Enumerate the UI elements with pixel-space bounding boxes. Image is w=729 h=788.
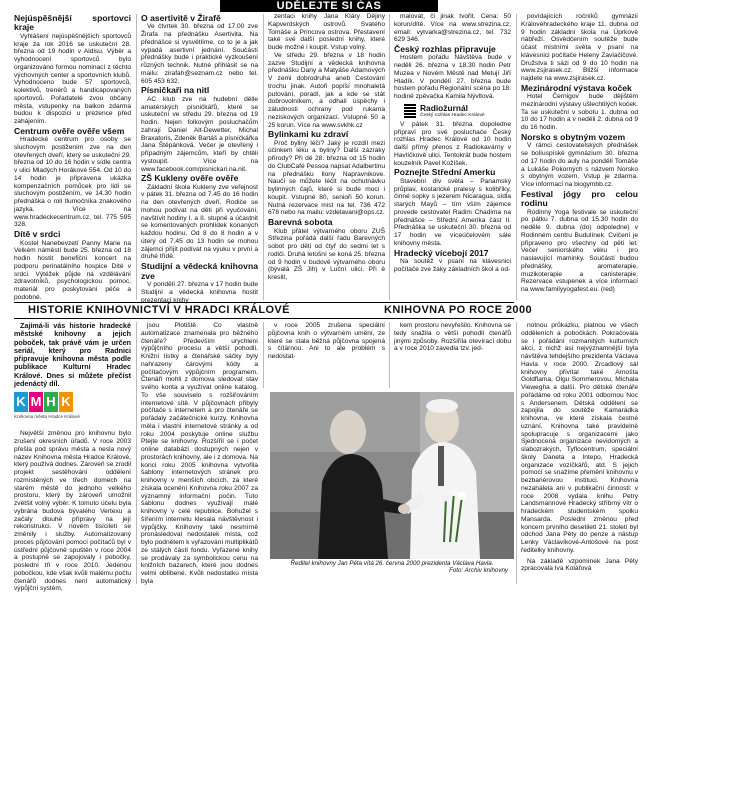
notice-heading: Barevná sobota bbox=[268, 217, 333, 228]
divider bbox=[516, 14, 517, 300]
headline-right: KNIHOVNA PO ROCE 2000 bbox=[384, 304, 532, 316]
top-banner: UDĚLEJTE SI ČAS bbox=[220, 0, 438, 12]
notice-paragraph: Kostel Nanebevzetí Panny Marie na Velkém náměstí bude 25. března od 18 hodin hostit benefiční koncert na podporu perinatálního hospice Dítě v srdci. Výtěžek půjde na vzdělávání zdravotníků, psychologickou pomoc, materiál pro poskytování péče a podobné. bbox=[14, 239, 131, 301]
article-paragraph: kem prostoru nevyřešilo. Knihovna se tedy snažila o větší pohodlí čtenářů jinými způsoby. Rozšířila otevírací dobu a v roce 2010 zavedla tzv. jed- bbox=[394, 322, 511, 353]
notice-heading: Český rozhlas připravuje bbox=[394, 44, 496, 54]
notice-paragraph: V pondělí 27. března v 17 hodin bude Studijní a vědecká knihovna hostit prezentaci knihy bbox=[141, 281, 258, 304]
article-column-1 bbox=[14, 321, 131, 593]
notice-paragraph: Ve středu 29. března v 18 hodin zazve Studijní a vědecká knihovna přednášku Dany a Matyáše Adamových V zemi dobrodruha aneb Cestování trochu jinak. Autoři popíší mnohaletá putování, poradí, jak a kde se stát dobrovolníkem, a odhalí úspěchy i záludnosti ochrany pod rukama neziskových organizací. Vstupné 50 a 25 korun. Více na www.svkhk.cz bbox=[268, 51, 385, 129]
article-paragraph: Největší změnou pro knihovnu bylo zrušení okresních úřadů. V roce 2003 přešla pod správu města a nesla nový název Knihovna města Hradce Králové, který používá dodnes. Zároveň se zrodil projekt sestěhování oddělení rozmístěných ve třech domech na starém městě do jednoho velkého prostoru, který by zároveň umožnil zvětšit volný výběr. K tomuto účelu byla vybrána budova bývalého Vertexu a začaly dlouhé přípravy na její rekonstrukci. V novém tisíciletí se změnily i služby. Automatizovaný proces půjčování pomocí počítačů byl v ústřední půjčovně spuštěn v roce 2004 a postupně se zapojovaly i pobočky, poslední tři v roce 2010. Jedenou pobočkou, kde však kvůli malému počtu čtenářů dodnes není automatický výpůjční systém, bbox=[14, 430, 131, 593]
notice-heading: Bylinkami ku zdraví bbox=[268, 129, 349, 140]
photo-credit: Foto: Archiv knihovny bbox=[449, 567, 508, 575]
library-logo bbox=[14, 392, 131, 424]
article-column-2 bbox=[141, 322, 258, 584]
logo-caption: Knihovna města Hradce Králové bbox=[14, 414, 80, 420]
notice-heading: Nejúspěšnější sportovci kraje bbox=[14, 13, 131, 33]
notice-paragraph: zentaci knihy Jana Kláry Dějiny Kapverdských ostrovů. Svatého Tomáše a Princova ostrova. Přestavení také své další poslední knihy, které bude možné i koupit. Vstup volný. bbox=[268, 13, 385, 51]
logo-letter: K bbox=[59, 392, 73, 412]
notice-paragraph: V pátek 31. března dopoledne připraví pro své posluchače Český rozhlas Hradec Králové od 10 hodin další přímý přenos z Radiokavárny v Havlíčkově ulici. Tentokrát bude hostem kouzelník Pavel Kožíšek. bbox=[394, 120, 511, 167]
divider bbox=[136, 322, 137, 584]
notice-paragraph: Hostem pořadu Návštěva bude v neděli 26. března v 18.30 hodin Petr Muzea v Novém Městě nad Metují Jiří Hladík. V pondělí 27. března bude hostem pořadu Regionální scéna po 18. hodině zpěvačka Kamila Nývltová. bbox=[394, 54, 511, 101]
article-column-4 bbox=[394, 322, 511, 388]
article-photo bbox=[270, 392, 514, 559]
article-paragraph: jsou Plotiště. Co vlastně automatizace znamenala pro běžného čtenáře? Především urychlení výpůjčního procesu a větší pohodlí. Knižní lístky a čtenářské sáčky byly nahrazeny čárovými kódy a počítačovým výpůjčním programem. Čtenáři mohli z domova sledovat stav svého konta a využívat online katalog. To vše souviselo s rozšiřováním internetové sítě. V půjčovnách přibyly počítače s internetem a pro čtenáře se pořádaly začátečnické kurzy. Knihovna měla i vlastní internetové stránky a od roku 2004 poskytuje online službu Ptejte se knihovny. Rozšířil se i počet online databází dostupných nejen v prostorách knihovny, ale i z domova. Na konci roku 2005 knihovna vytvořila šablony internetových stránek pro knihovny v menších obcích, za které získala ocenění Knihovna roku 2007 za významný informační počin. Tuto šablonu dodnes využívají malé knihovny v celé republice. Bohužel s šířením internetu klesala návštěvnost i výpůjčky. Knihovny také nesmírně pronásledoval nedostatek místa, což bylo podnětem k vyřazování multiplikátů ze stálých částí fondu. Vyřazené knihy se prodávaly za symbolickou cenu na knižních bazarech, které jsou dodnes velmi oblíbené. Kvůli nedostatku místa byla bbox=[141, 322, 258, 585]
notice-heading: Písničkaři na nitl bbox=[141, 85, 210, 96]
notice-heading: Festival jógy pro celou rodinu bbox=[521, 188, 638, 209]
notice-paragraph: Ve čtvrtek 30. března od 17.00 zve Žirafa na přednášku Asertivita. Na přednášce si vysvětlíme, co to je a jak vypadá asertivní jednání. Součástí přednášky bude i praktické vyzkoušení různých technik. Nutné přihlásit se na mailu: zirafah@seznam.cz nebo tel. 605 453 632. bbox=[141, 23, 258, 85]
radio-logo-icon bbox=[404, 104, 416, 118]
notice-heading: Mezinárodní výstava koček bbox=[521, 82, 632, 93]
article-paragraph: v roce 2005 zrušena speciální půjčovna knih o výtvarném umění, ze které se stala běžná půjčovna spojená s čítárnou. Ani to ale problém s nedostat- bbox=[268, 322, 385, 360]
logo-letter: M bbox=[29, 392, 43, 412]
notice-heading: ZŠ Kukleny ověře ověře bbox=[141, 173, 239, 184]
notice-heading: Poznejte Střední Amerku bbox=[394, 167, 496, 178]
photo-caption bbox=[270, 560, 514, 575]
notice-paragraph: malovat, či jinak tvořit. Cena: 50 korun/dítě. Více na www.strezina.cz, email: vytvarka@strezina.cz, tel. 732 629 346. bbox=[394, 13, 511, 44]
notice-paragraph: Základní škola Kukleny zve veřejnost v pátek 31. března od 7.45 do 16 hodin na den otevřených dveří. Rodiče se mohou podívat na děti při vyučování, navštívit hodiny I. a II. stupně a účastnit se komentovaných prohlídek konaných každou hodinu. Od 8 do 8 hodin a v úterý od 7.45 do 13 hodin se mohou zájemci přijít podívat na výuku v první a druhé třídě. bbox=[141, 183, 258, 261]
column-2 bbox=[141, 13, 258, 304]
notice-heading: Dítě v srdci bbox=[14, 229, 61, 240]
notice-paragraph: povídajících ročníků gymnázií Královéhradeckého kraje 11. dubna od 9 hodin základní škola na Úprkově nábřeží. Osvědčením soutěže bude účast místními světa v psaní na klávesnici počítače Heleny Zaviačičové. Družstva ti sázi od 9 do 10 hodin na www.zsjirasek.cz. Bližší informace najdete na www.zsjirasek.cz. bbox=[521, 13, 638, 82]
photo-caption-text: Ředitel knihovny Jan Pěta vítá 26. června 2000 prezidenta Václava Havla. bbox=[290, 560, 494, 567]
divider bbox=[516, 322, 517, 584]
divider bbox=[389, 322, 390, 388]
radiozurnal-logo bbox=[404, 103, 511, 119]
notice-paragraph: Stavební dív světa – Panamský průplav, kostarické pralesy s kolibříky, činné sopky s jezerem Nicaragua, sídla starých Mayů – tím vším zájemce provede cestovatel Radim Chadima na přednášce – Střední Amerika část II. Přednáška se uskuteční 30. března od 17 hodin ve víceúčelovém sále knihovny města. bbox=[394, 177, 511, 247]
column-1 bbox=[14, 13, 131, 301]
divider bbox=[263, 14, 264, 300]
divider bbox=[263, 322, 264, 388]
article-paragraph: notnou průkazku, platnou ve všech odděleních a pobočkách. Pokračovala se i pořádání rozmanitých kulturních akcí, z nichž asi nejvýznamnější byla návštěva tehdejšího prezidenta Václava Havla v roce 2000. Zrcadlový sál knihovny přivítal také Arnošta Goldflama, Olgu Sommerovou, Michala Viewegha a další. Pro dětské čtenáře pořádáme od roku 2001 odbornou Noc s Andersenem. Dětská oddělení se zapojila do soutěže Kamarádka knihovna, ve které získala čestné uznání. Knihovna také pravidelně spolupracuje s organizacemi jako Sjednocená organizace nevidomých a slabozrakých, Tyflocentrum, speciální školy Daneta a Intepo, Hradecká organizace vozíčkářů, atd. S jejich pomocí se snažíme přemění knihovnu v bezbariérovou instituci. Knihovna nezahálela ani v publikační činnosti: v roce 2008 vydala knihu Petry Landsmannové Hradecký stříbrný vítr o hradeckém studentském spolku Mansarda. Poslední změnou před koncem prvního desetiletí 21. století byl odchod Jana Pěty do penze a nástup Lenky Václavíkové-Antošové na post ředitelky knihovny. bbox=[521, 322, 638, 554]
logo-letter: H bbox=[44, 392, 58, 412]
notice-heading: O asertivitě v Žirafě bbox=[141, 13, 221, 23]
notice-paragraph: AC klub zve na hudební dělle amatérských písničkářů, které se uskuteční ve středu 29. března od 19 hodin. Nejen folkovým posluchačům zahrají Daniel Alt-Dewetter, Michal Braxatoris, Zdeněk Bartáš a písničkářka Jana Štěpánková. Večer je otevřený i případným zájemcům, kteří by chtěli vystoupit. Více na www.facebook.com/pisnickari.na.nit. bbox=[141, 95, 258, 173]
notice-paragraph: Hotel Černigov bude dějištěm mezinárodní výstavy ušlechtilých koček. Ta se uskuteční v sobotu 1. dubna od 10 do 17 hodin a v neděli 2. dubna od 9 do 16 hodin. bbox=[521, 93, 638, 132]
notice-heading: Centrum ověře ověře všem bbox=[14, 125, 125, 136]
notice-paragraph: Klub přátel výtvarného oboru ZUŠ Střezina pořádá další řadu Barevných sobot pro děti od čtyř do sedmi let s rodiči. Druhá letošní se koná 25. března od 9 hodin v budově výtvarného oboru (bývalá ZŠ Jih) v Luční ulici. Při ě kreslit, bbox=[268, 227, 385, 282]
divider bbox=[136, 14, 137, 300]
column-5 bbox=[521, 13, 638, 301]
radio-logo-subtitle: Český rozhlas Hradec Králové bbox=[420, 112, 485, 118]
notice-paragraph: Na soutěž v psaní na klávesnici počítače zve žáky základních škol a od- bbox=[394, 257, 511, 273]
notice-paragraph: V rámci cestovatelských přednášek se bolíuspíské gymnázium 30. března od 17 hodin do auly na pondělí Tomáše a Lukáše Pokorných s názvem Norsko s obytným vozem. Vstup je zdarma. Více informací na biogymbb.cz. bbox=[521, 142, 638, 189]
radio-logo-name: Radiožurnál bbox=[420, 103, 468, 114]
article-signoff: Na základě vzpomínek Jana Pěty zpracovala Iva Kolářová bbox=[521, 557, 638, 573]
article-column-3 bbox=[268, 322, 385, 388]
notice-heading: Studijní a vědecká knihovna zve bbox=[141, 261, 258, 281]
photo-illustration bbox=[270, 392, 514, 559]
divider bbox=[389, 14, 390, 300]
notice-paragraph: Rodinný Yoga festivale se uskuteční po pátku 7. dubna od 15.30 hodin do neděle 9. dubna (do) odpoledne) v Rodinném centru Budulínek. Cvičení je připraveno pro všechny od pěti let. Večer seniorského věku i pro naslavující maminky. Součástí budou přednášky, aromaterapie, muzikoterapie a canisterapie. Rezervace vstupenek a více informací na www.familyyogafest.eu. (red) bbox=[521, 208, 638, 294]
notice-paragraph: Vyhlášení nejúspěšnějších sportovců kraje za rok 2016 se uskuteční 28. března od 19 hodin v Aldisu. Výběr a vyhodnocení sportovců bylo organizováno formou nominací z těchto výchovných center a sportovních klubů. Vyhodnoceno bude 57 sportovců, kolektivů, trenérů a handicapovaných sportovců. Pořadatelé zvou občany města, vstupenky na balkon zdarma budou k dispozici u prezence před zahájením. bbox=[14, 32, 131, 126]
article-column-5 bbox=[521, 322, 638, 584]
logo-letter: K bbox=[14, 392, 28, 412]
notice-heading: Hradecký vícebojí 2017 bbox=[394, 247, 489, 258]
article-lead: Zajímá-li vás historie hradecké městské knihovny a jejich poboček, tak právě vám je určen seriál, který pro Radnici připravuje knihovna města podle publikace Kulturní Hradec Králové. Dnes si můžete přečíst jedenáctý díl. bbox=[14, 321, 131, 389]
column-3 bbox=[268, 13, 385, 301]
column-4 bbox=[394, 13, 511, 301]
headline-left: HISTORIE KNIHOVNICTVÍ V HRADCI KRÁLOVÉ bbox=[28, 304, 290, 316]
notice-paragraph: Hradecké centrum pro osoby se sluchovým postižením zve na den otevřených dveří, který se uskuteční 29. března od 10 do 16 hodin v sídle centra v ulici Mladých Horákové 554. Od 10 do 14 hodin je připravena ukázka kompenzačních pomůcek pro lidi se sluchovým postižením, ve 14.30 hodin přednáška o roli tlumočníka znakového jazyka. Více na www.hradeckecentrum.cz, tel. 775 595 328. bbox=[14, 136, 131, 229]
notice-paragraph: Proč byliny léčí? Jaký je rozdíl mezi účinkem léku a byliny? Další zázraky přírody? Při dě 28. března od 15 hodin do ClubCafé Pessoa napsat Adalbertinu na přednášku Ilony Napravnikove. Naučí se můžete léčit na ochutnávku bylinných čajů, které si bude moci i koupit. Vstupné 80, senioři 50 korun. Nutná rezervace mist na tel. 736 472 678 nebo na mailu: vzdelavani@ops.cz. bbox=[268, 139, 385, 217]
notice-heading: Norsko s obytným vozem bbox=[521, 131, 626, 142]
